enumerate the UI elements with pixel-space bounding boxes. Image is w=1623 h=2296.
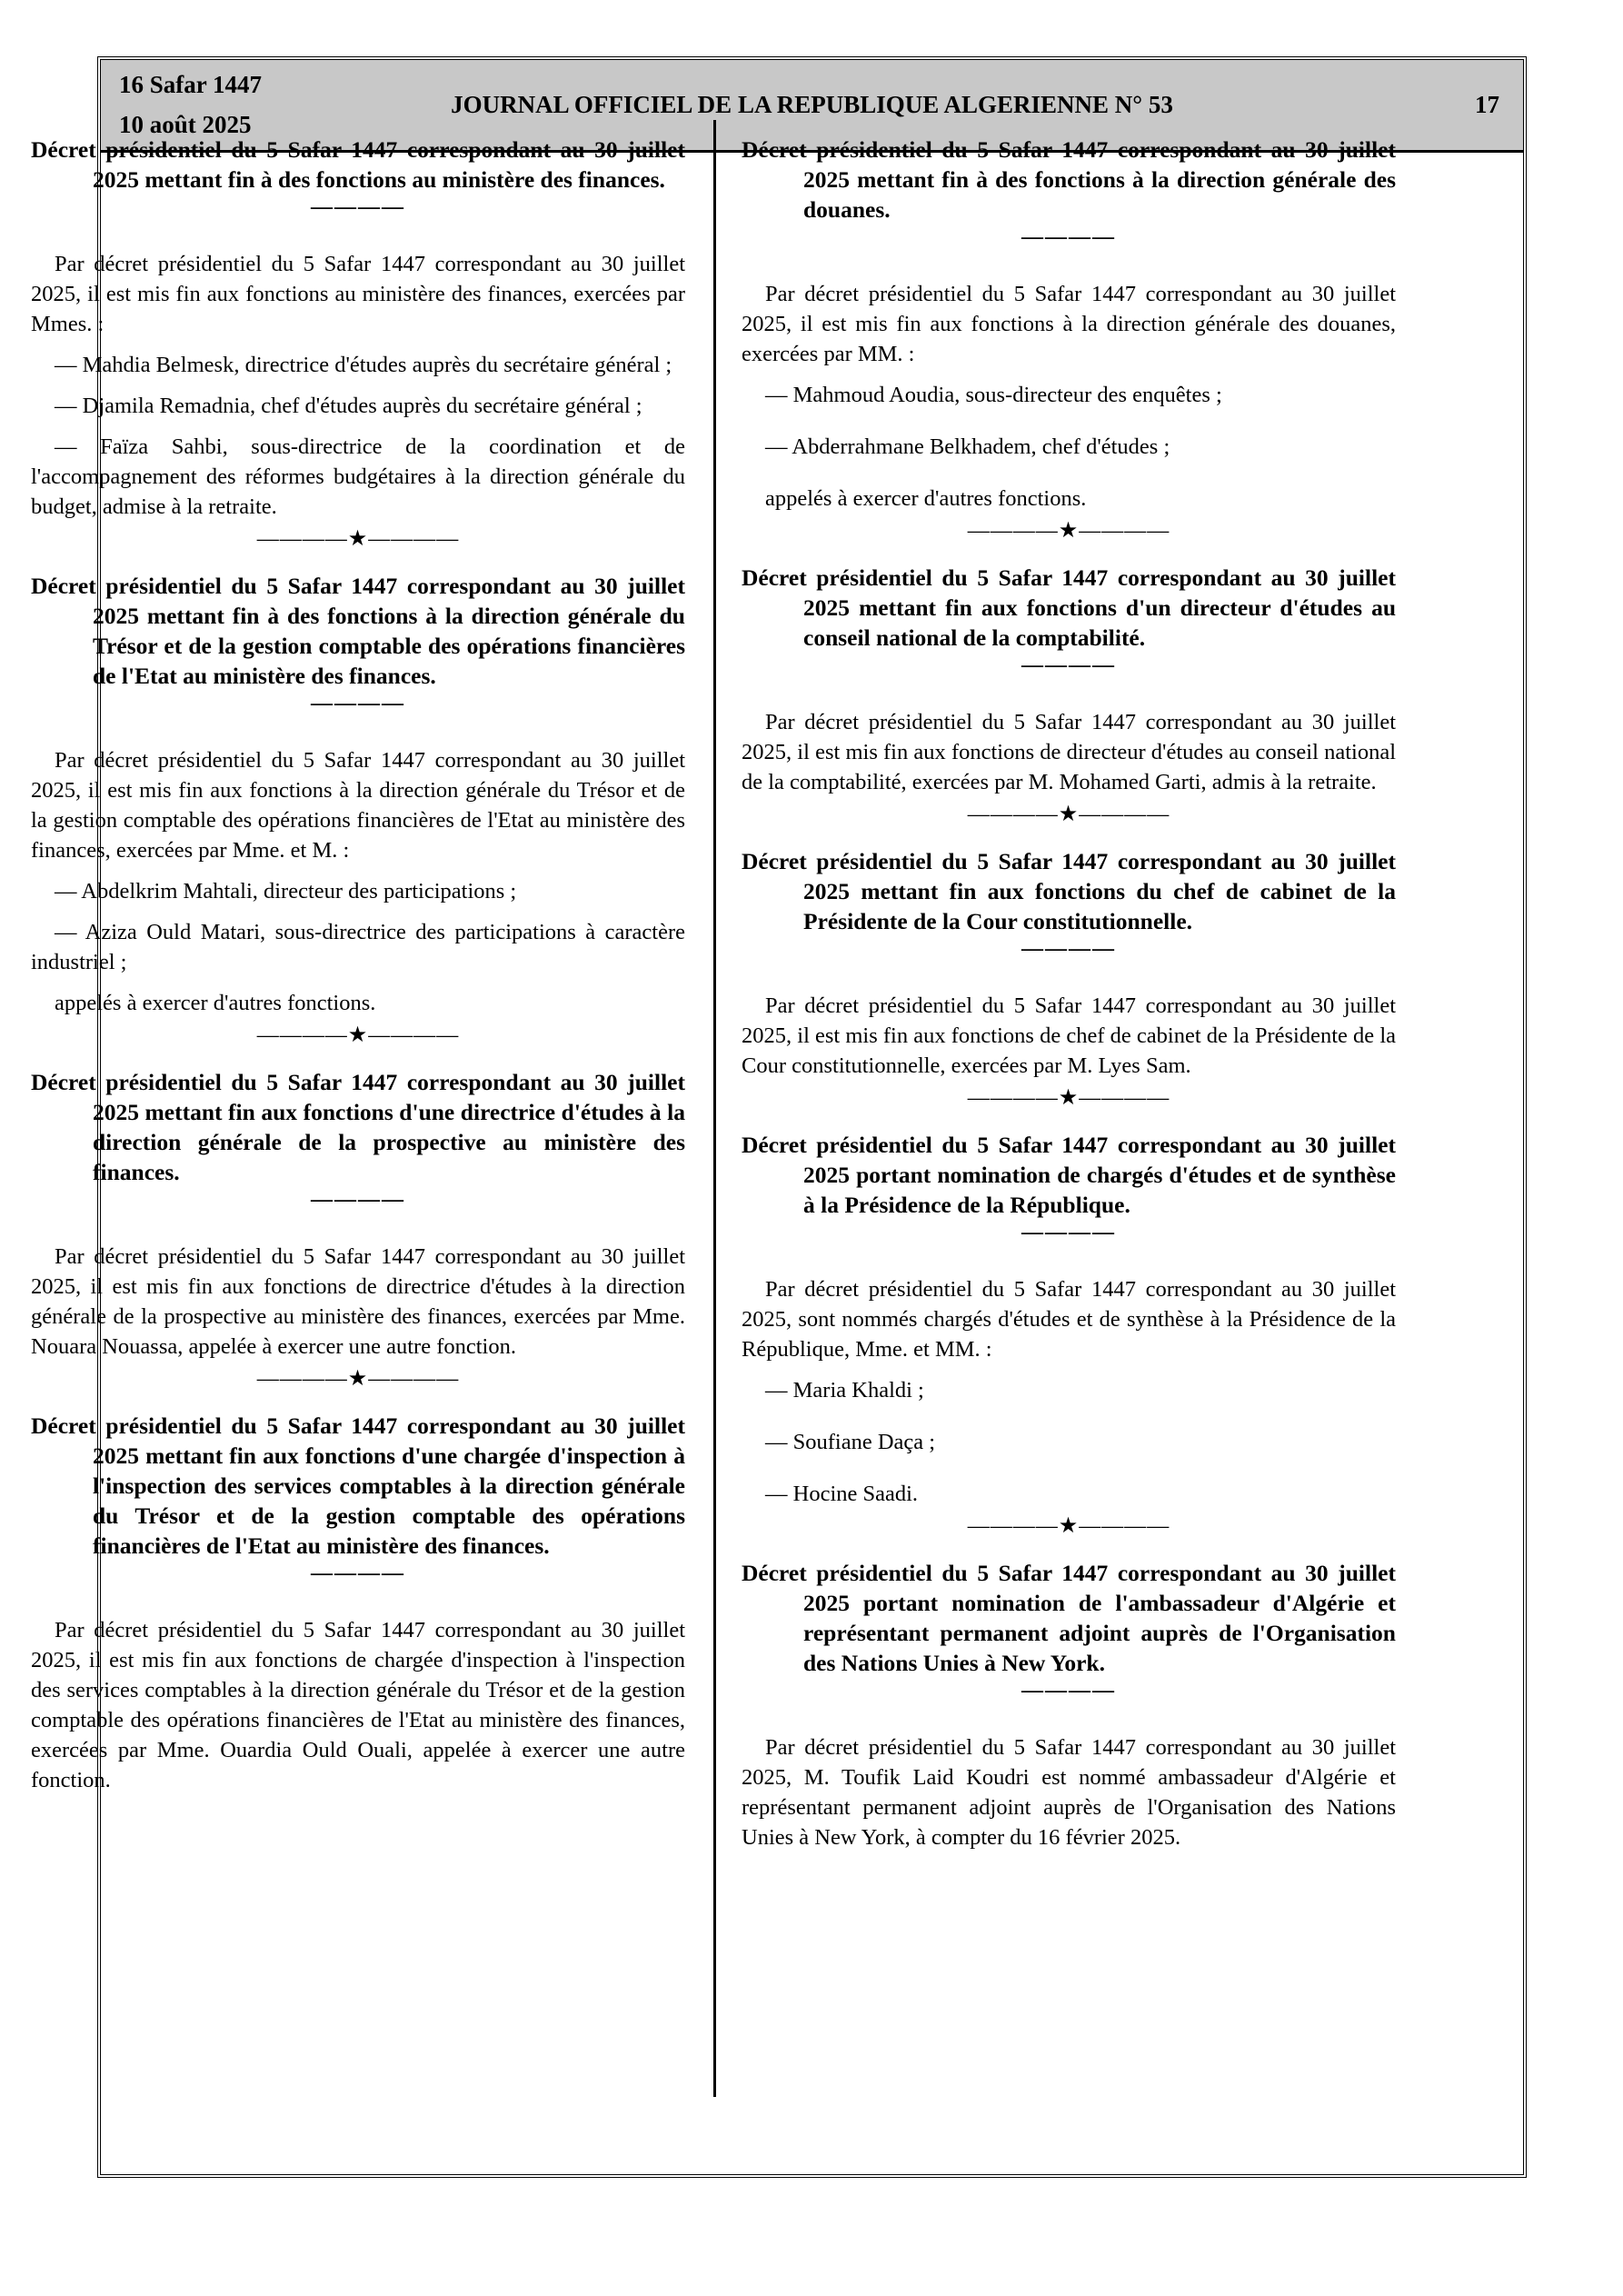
star-separator: ————★———— — [967, 1086, 1170, 1110]
decree-title: Décret présidentiel du 5 Safar 1447 correspondant au 30 juillet 2025 mettant fin aux fonctions d'un directeur d'études au conseil national de la comptabilité. — [742, 564, 1396, 651]
decree-presidence — [742, 1130, 1396, 1509]
decree-douanes — [742, 135, 1396, 514]
title-rule: ———— — [1021, 1679, 1116, 1702]
star-separator: ————★———— — [256, 1023, 460, 1047]
decree-body: Par décret présidentiel du 5 Safar 1447 correspondant au 30 juillet 2025, sont nommés chargés d'études et de synthèse à la Présidence de la République, Mme. et MM. : — [742, 1277, 1396, 1362]
decree-title: Décret présidentiel du 5 Safar 1447 correspondant au 30 juillet 2025 mettant fin à des fonctions au ministère des finances. — [31, 136, 685, 193]
list-item: — Hocine Saadi. — [765, 1482, 919, 1506]
list-item: — Abderrahmane Belkhadem, chef d'études ; — [765, 434, 1170, 459]
list-item: — Maria Khaldi ; — [765, 1378, 924, 1403]
decree-body: Par décret présidentiel du 5 Safar 1447 correspondant au 30 juillet 2025, M. Toufik Laid Koudri est nommé ambassadeur d'Algérie et représentant permanent adjoint auprès de l'Organisation des Nations Unies à New York, à compter du 16 février 2025. — [742, 1735, 1396, 1850]
list-item: — Abdelkrim Mahtali, directeur des participations ; — [55, 879, 517, 903]
journal-title: JOURNAL OFFICIEL DE LA REPUBLIQUE ALGERIENNE N° 53 — [451, 91, 1173, 118]
left-column — [31, 135, 685, 1806]
decree-body: Par décret présidentiel du 5 Safar 1447 correspondant au 30 juillet 2025, il est mis fin aux fonctions de chef de cabinet de la Présidente de la Cour constitutionnelle, exercées par M. Lyes Sam. — [742, 993, 1396, 1078]
decree-title: Décret présidentiel du 5 Safar 1447 correspondant au 30 juillet 2025 portant nomination de l'ambassadeur d'Algérie et représentant permanent adjoint auprès de l'Organisation des Nations Unies à New York. — [742, 1560, 1396, 1676]
decree-inspection — [31, 1411, 685, 1795]
decree-finances — [31, 135, 685, 522]
decree-ambassadeur — [742, 1558, 1396, 1852]
decree-body: Par décret présidentiel du 5 Safar 1447 correspondant au 30 juillet 2025, il est mis fin aux fonctions au ministère des finances, exercées par Mmes. : — [31, 252, 685, 336]
decree-title: Décret présidentiel du 5 Safar 1447 correspondant au 30 juillet 2025 mettant fin à des fonctions à la direction générale des douanes. — [742, 136, 1396, 223]
star-separator: ————★———— — [256, 527, 460, 551]
decree-title: Décret présidentiel du 5 Safar 1447 correspondant au 30 juillet 2025 mettant fin aux fonctions d'une chargée d'inspection à l'inspection des services comptables à la direction générale du Trésor et de la gestion comptable des opérations financières de l'Etat au ministère des finances. — [31, 1413, 685, 1559]
decree-cour-constitutionnelle — [742, 846, 1396, 1081]
star-separator: ————★———— — [967, 803, 1170, 826]
title-rule: ———— — [1021, 654, 1116, 677]
decree-body: Par décret présidentiel du 5 Safar 1447 correspondant au 30 juillet 2025, il est mis fin aux fonctions à la direction générale du Trésor et de la gestion comptable des opérations financières de l'Etat au ministère des finances, exercées par Mme. et M. : — [31, 748, 685, 863]
decree-comptabilite — [742, 563, 1396, 797]
list-item: — Soufiane Daça ; — [765, 1430, 936, 1454]
star-separator: ————★———— — [967, 1514, 1170, 1538]
title-rule: ———— — [1021, 1221, 1116, 1244]
title-rule: ———— — [311, 692, 405, 715]
decree-closing: appelés à exercer d'autres fonctions. — [55, 991, 376, 1015]
date-gregorian: 10 août 2025 — [119, 111, 252, 138]
star-separator: ————★———— — [967, 519, 1170, 543]
decree-prospective — [31, 1067, 685, 1362]
decree-title: Décret présidentiel du 5 Safar 1447 correspondant au 30 juillet 2025 portant nomination de chargés d'études et de synthèse à la Présidence de la République. — [742, 1132, 1396, 1218]
decree-body: Par décret présidentiel du 5 Safar 1447 correspondant au 30 juillet 2025, il est mis fin aux fonctions de directrice d'études à la direction générale de la prospective au ministère des finances, exercées par Mme. Nouara Nouassa, appelée à exercer une autre fonction. — [31, 1244, 685, 1359]
star-separator: ————★———— — [256, 1367, 460, 1391]
title-rule: ———— — [311, 1188, 405, 1212]
decree-body: Par décret présidentiel du 5 Safar 1447 correspondant au 30 juillet 2025, il est mis fin aux fonctions de directeur d'études au conseil national de la comptabilité, exercées par M. Mohamed Garti, admis à la retraite. — [742, 710, 1396, 794]
list-item: — Faïza Sahbi, sous-directrice de la coordination et de l'accompagnement des réformes budgétaires à la direction générale du budget, admise à la retraite. — [31, 434, 685, 519]
right-column — [742, 135, 1396, 1863]
decree-title: Décret présidentiel du 5 Safar 1447 correspondant au 30 juillet 2025 mettant fin aux fonctions du chef de cabinet de la Présidente de la Cour constitutionnelle. — [742, 848, 1396, 934]
decree-body: Par décret présidentiel du 5 Safar 1447 correspondant au 30 juillet 2025, il est mis fin aux fonctions à la direction générale des douanes, exercées par MM. : — [742, 282, 1396, 366]
decree-tresor — [31, 571, 685, 1018]
title-rule: ———— — [311, 1562, 405, 1585]
list-item: — Mahmoud Aoudia, sous-directeur des enquêtes ; — [765, 383, 1222, 407]
page-number: 17 — [1475, 91, 1499, 118]
decree-body: Par décret présidentiel du 5 Safar 1447 correspondant au 30 juillet 2025, il est mis fin aux fonctions de chargée d'inspection à l'inspection des services comptables à la direction générale du Trésor et de la gestion comptable des opérations financières de l'Etat au ministère des finances, exercées par Mme. Ouardia Ould Ouali, appelée à exercer une autre fonction. — [31, 1618, 685, 1792]
title-rule: ———— — [1021, 937, 1116, 961]
decree-closing: appelés à exercer d'autres fonctions. — [765, 486, 1087, 511]
decree-title: Décret présidentiel du 5 Safar 1447 correspondant au 30 juillet 2025 mettant fin aux fonctions d'une directrice d'études à la direction générale de la prospective au ministère des finances. — [31, 1069, 685, 1185]
list-item: — Mahdia Belmesk, directrice d'études auprès du secrétaire général ; — [55, 353, 672, 377]
list-item: — Aziza Ould Matari, sous-directrice des participations à caractère industriel ; — [31, 920, 685, 974]
title-rule: ———— — [311, 195, 405, 219]
date-hijri: 16 Safar 1447 — [119, 71, 263, 98]
decree-title: Décret présidentiel du 5 Safar 1447 correspondant au 30 juillet 2025 mettant fin à des fonctions à la direction générale du Trésor et de la gestion comptable des opérations financières de l'Etat au ministère des finances. — [31, 573, 685, 689]
column-divider — [713, 120, 716, 2097]
list-item: — Djamila Remadnia, chef d'études auprès du secrétaire général ; — [55, 394, 642, 418]
title-rule: ———— — [1021, 225, 1116, 249]
